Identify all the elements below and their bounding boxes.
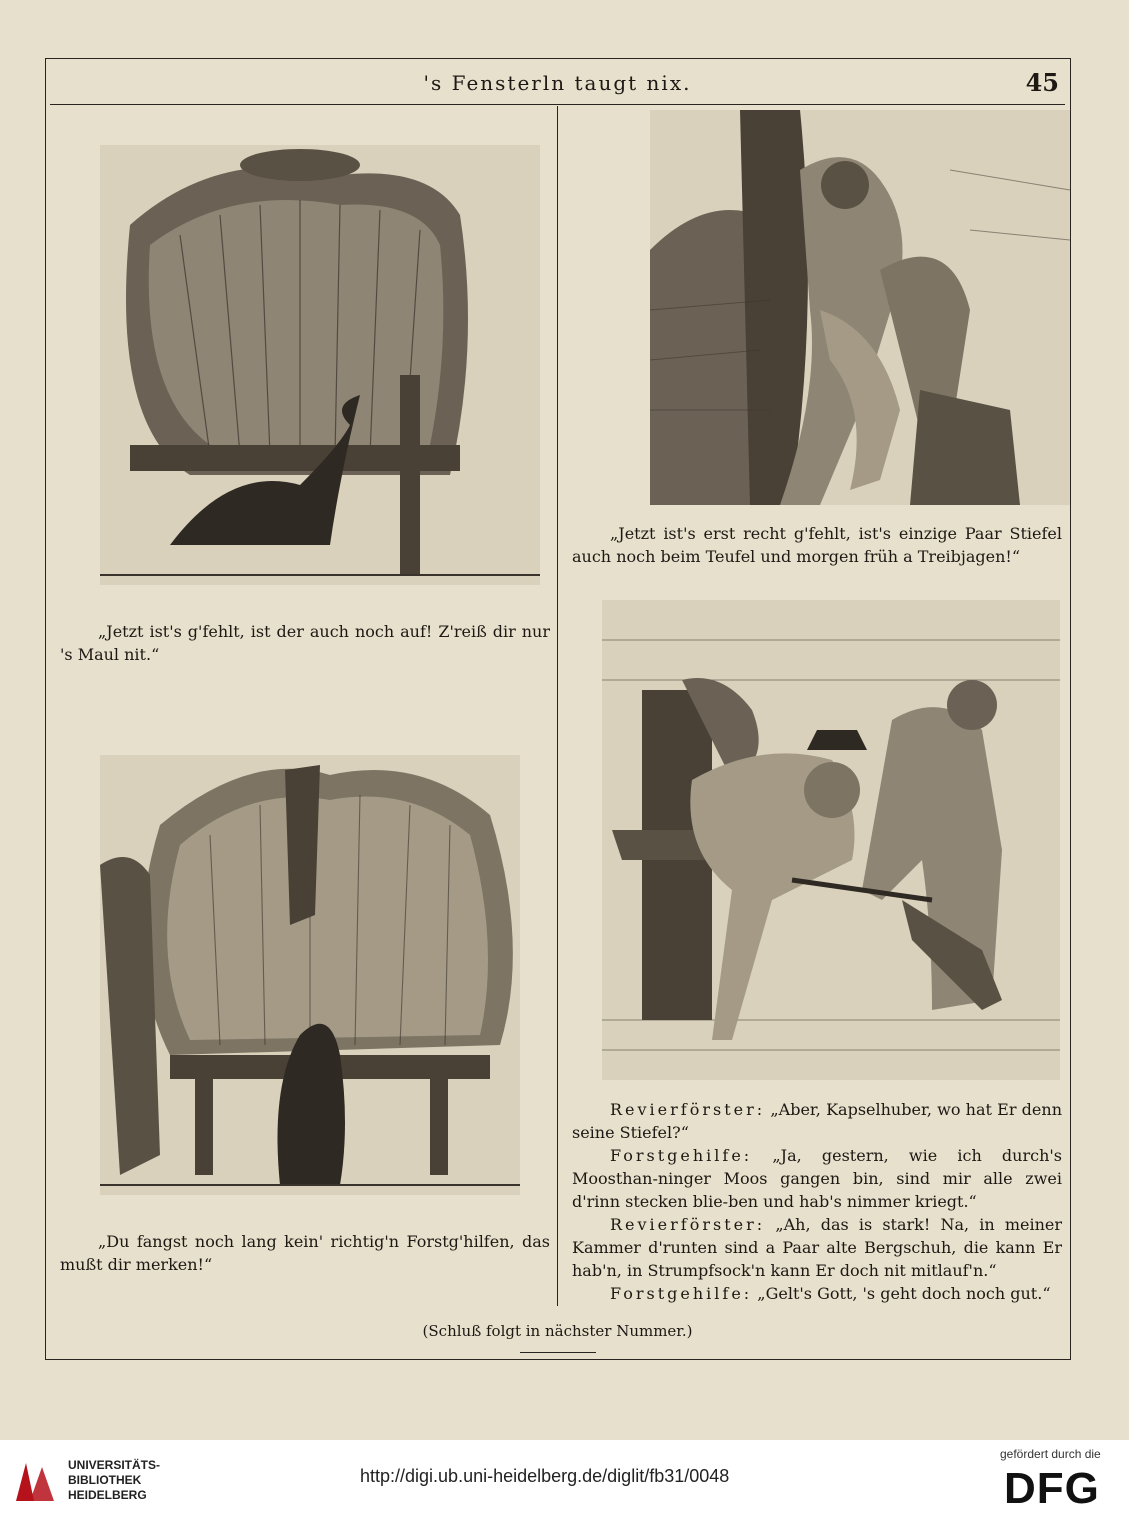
dialogue-line-3 bbox=[572, 1213, 1062, 1282]
caption-bottom-left bbox=[60, 1230, 550, 1276]
institution-line-3: HEIDELBERG bbox=[68, 1488, 147, 1502]
speech-4: „Gelt's Gott, 's geht doch noch gut.“ bbox=[757, 1284, 1051, 1303]
dialogue-line-1 bbox=[572, 1098, 1062, 1144]
running-header bbox=[50, 68, 1065, 98]
funder-logo: DFG bbox=[1004, 1464, 1100, 1513]
speech-3: „Ah, das is stark! Na, in meiner Kammer d'runten sind a Paar alte Bergschuh, die kann Er hab'n, in Strumpfsock'n kann Er doch nit mitlauf'n.“ bbox=[572, 1215, 1063, 1280]
dialogue-line-2 bbox=[572, 1144, 1062, 1213]
speaker-1: Revierförster: bbox=[610, 1100, 766, 1119]
speaker-3: Revierförster: bbox=[610, 1215, 766, 1234]
column-divider bbox=[557, 106, 558, 1306]
page-number: 45 bbox=[1025, 68, 1059, 97]
dialogue-line-4 bbox=[572, 1282, 1062, 1305]
caption-top-left-text: „Jetzt ist's g'fehlt, ist der auch noch auf! Z'reiß dir nur 's Maul nit.“ bbox=[60, 622, 550, 664]
funder-label: gefördert durch die bbox=[1000, 1447, 1101, 1461]
speech-2: „Ja, gestern, wie ich durch's Moosthan-ninger Moos gangen bin, sind mir alle zwei d'rinn stecken blie-ben und hab's nimmer kriegt.“ bbox=[572, 1146, 1063, 1211]
dialogue bbox=[572, 1098, 1062, 1305]
caption-top-right bbox=[572, 522, 1062, 568]
caption-top-left bbox=[60, 620, 550, 666]
permalink-url[interactable]: http://digi.ub.uni-heidelberg.de/diglit/fb31/0048 bbox=[360, 1466, 730, 1486]
illustration-sleeping-man bbox=[650, 110, 1070, 505]
institution-line-1: UNIVERSITÄTS- bbox=[68, 1458, 161, 1472]
header-rule bbox=[50, 104, 1065, 105]
university-seal-icon bbox=[12, 1457, 62, 1505]
illustration-boot-pulling bbox=[602, 600, 1060, 1080]
institution-name bbox=[68, 1458, 160, 1503]
speaker-2: Forstgehilfe: bbox=[610, 1146, 753, 1165]
end-rule bbox=[520, 1352, 596, 1353]
running-title: 's Fensterln taugt nix. bbox=[423, 71, 692, 95]
speech-1: „Aber, Kapselhuber, wo hat Er denn seine Stiefel?“ bbox=[572, 1100, 1062, 1142]
illustration-haycart-top bbox=[100, 145, 540, 585]
caption-bottom-left-text: „Du fangst noch lang kein' richtig'n Forstg'hilfen, das mußt dir merken!“ bbox=[60, 1232, 550, 1274]
speaker-4: Forstgehilfe: bbox=[610, 1284, 753, 1303]
caption-top-right-text: „Jetzt ist's erst recht g'fehlt, ist's einzige Paar Stiefel auch noch beim Teufel und morgen früh a Treibjagen!“ bbox=[572, 524, 1062, 566]
illustration-haycart-bottom bbox=[100, 755, 520, 1195]
institution-line-2: BIBLIOTHEK bbox=[68, 1473, 142, 1487]
continuation-note: (Schluß folgt in nächster Nummer.) bbox=[422, 1322, 693, 1340]
